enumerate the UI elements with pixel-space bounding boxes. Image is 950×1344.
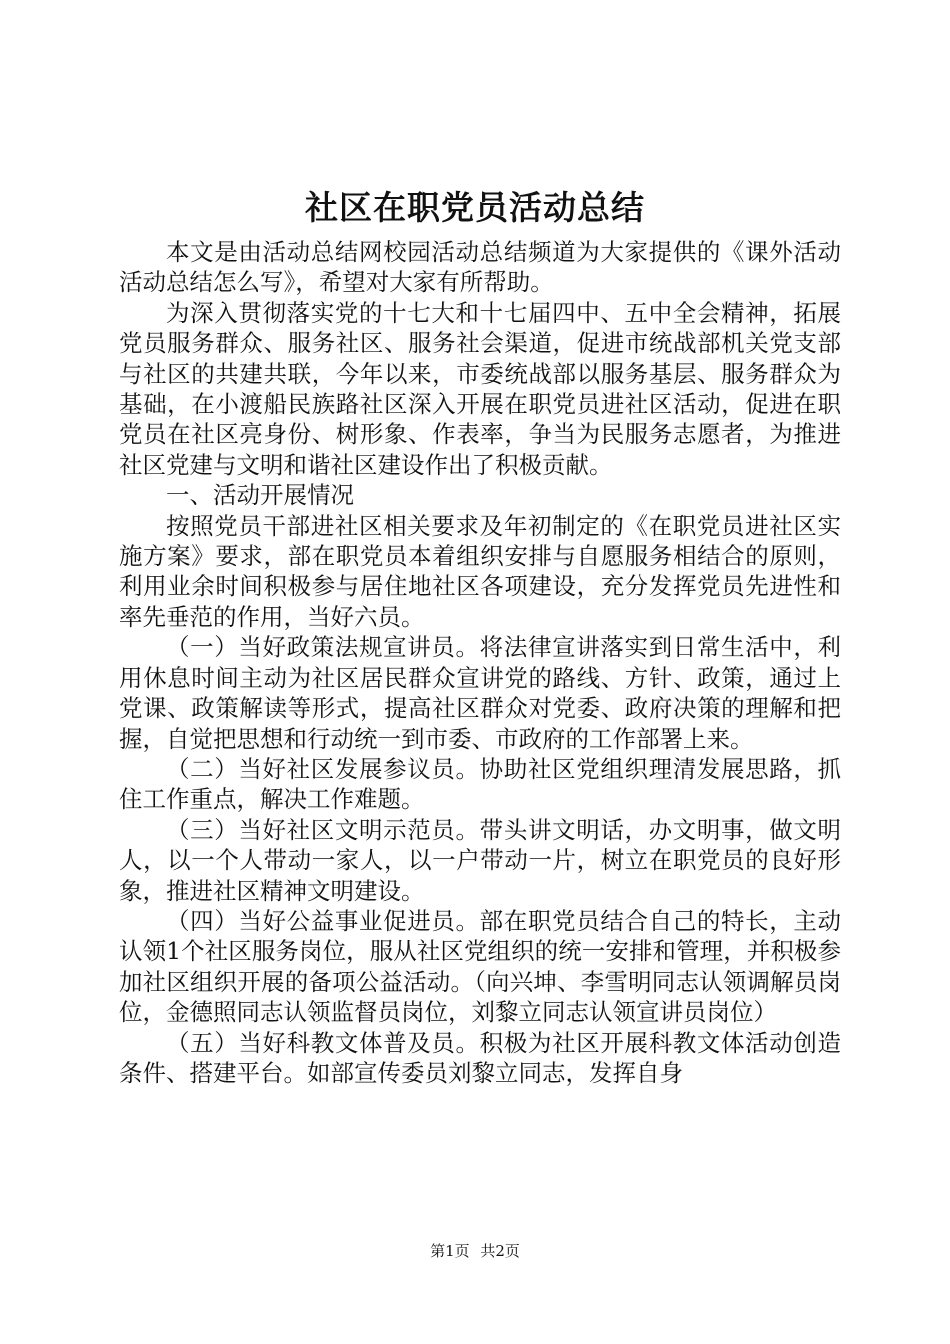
document-body [119, 237, 841, 1088]
paragraph-item-5: （五）当好科教文体普及员。积极为社区开展科教文体活动创造条件、搭建平台。如部宣传委员刘黎立同志，发挥自身 [119, 1028, 841, 1087]
paragraph-item-4: （四）当好公益事业促进员。部在职党员结合自己的特长，主动认领1个社区服务岗位，服从社区党组织的统一安排和管理，并积极参加社区组织开展的备项公益活动。（向兴坤、李雪明同志认领调解员岗位，金德照同志认领监督员岗位，刘黎立同志认领宣讲员岗位） [119, 906, 841, 1027]
document-title: 社区在职党员活动总结 [305, 188, 645, 227]
paragraph-intro: 本文是由活动总结网校园活动总结频道为大家提供的《课外活动活动总结怎么写》，希望对大家有所帮助。 [119, 238, 841, 297]
paragraph-item-2: （二）当好社区发展参议员。协助社区党组织理清发展思路，抓住工作重点，解决工作难题。 [119, 754, 841, 814]
page-footer [0, 1240, 950, 1262]
section-heading-activities: 一、活动开展情况 [166, 481, 354, 510]
paragraph-item-1: （一）当好政策法规宣讲员。将法律宣讲落实到日常生活中，利用休息时间主动为社区居民群众宣讲党的路线、方针、政策，通过上党课、政策解读等形式，提高社区群众对党委、政府决策的理解和把握，自觉把思想和行动统一到市委、市政府的工作部署上来。 [119, 633, 841, 753]
paragraph-activities-overview: 按照党员干部进社区相关要求及年初制定的《在职党员进社区实施方案》要求，部在职党员本着组织安排与自愿服务相结合的原则，利用业余时间积极参与居住地社区各项建设，充分发挥党员先进性和率先垂范的作用，当好六员。 [119, 511, 841, 631]
paragraph-item-3: （三）当好社区文明示范员。带头讲文明话，办文明事，做文明人，以一个人带动一家人，以一户带动一片，树立在职党员的良好形象，推进社区精神文明建设。 [119, 815, 841, 905]
page-total: 共2页 [480, 1242, 520, 1260]
page-number: 第1页 [430, 1242, 470, 1260]
paragraph-background: 为深入贯彻落实党的十七大和十七届四中、五中全会精神，拓展党员服务群众、服务社区、服务社会渠道，促进市统战部机关党支部与社区的共建共联，今年以来，市委统战部以服务基层、服务群众为基础，在小渡船民族路社区深入开展在职党员进社区活动，促进在职党员在社区亮身份、树形象、作表率，争当为民服务志愿者，为推进社区党建与文明和谐社区建设作出了积极贡献。 [119, 298, 841, 479]
